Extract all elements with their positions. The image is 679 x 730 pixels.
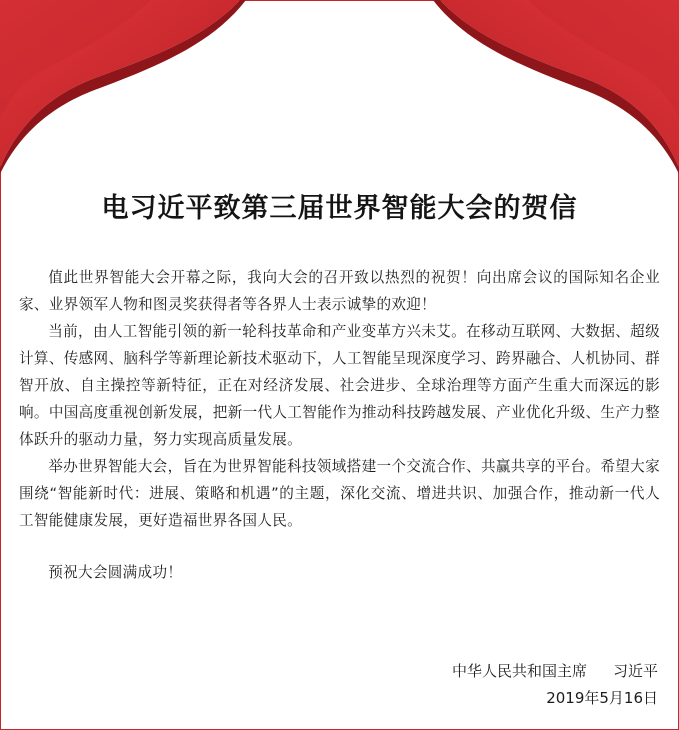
red-drape-left	[0, 0, 246, 174]
signer-position: 中华人民共和国主席	[451, 662, 587, 680]
paragraph-purpose: 举办世界智能大会，旨在为世界智能科技领域搭建一个交流合作、共赢共享的平台。希望大家围绕“智能新时代：进展、策略和机遇”的主题，深化交流、增进共识、加强合作，推动新一代人工智能健康发展，更好造福世界各国人民。	[19, 458, 660, 529]
red-drape-right	[433, 0, 679, 174]
paragraph-context: 当前，由人工智能引领的新一轮科技革命和产业变革方兴未艾。在移动互联网、大数据、超级计算、传感网、脑科学等新理论新技术驱动下，人工智能呈现深度学习、跨界融合、人机协同、群智开放、自主操控等新特征，正在对经济发展、社会进步、全球治理等方面产生重大而深远的影响。中国高度重视创新发展，把新一代人工智能作为推动科技跨越发展、产业优化升级、生产力整体跃升的驱动力量，努力实现高质量发展。	[19, 323, 660, 448]
letter-date: 2019年5月16日	[546, 689, 658, 707]
closing-wish: 预祝大会圆满成功！	[48, 564, 183, 581]
signature-block	[452, 658, 658, 712]
signer-name: 习近平	[612, 662, 658, 680]
paragraph-greeting: 值此世界智能大会开幕之际，我向大会的召开致以热烈的祝贺！向出席会议的国际知名企业家、业界领军人物和图灵奖获得者等各界人士表示诚挚的欢迎！	[19, 269, 660, 313]
red-drapery-decoration	[0, 0, 679, 180]
letter-title: 电习近平致第三届世界智能大会的贺信	[101, 193, 578, 224]
letter-body	[19, 264, 660, 586]
